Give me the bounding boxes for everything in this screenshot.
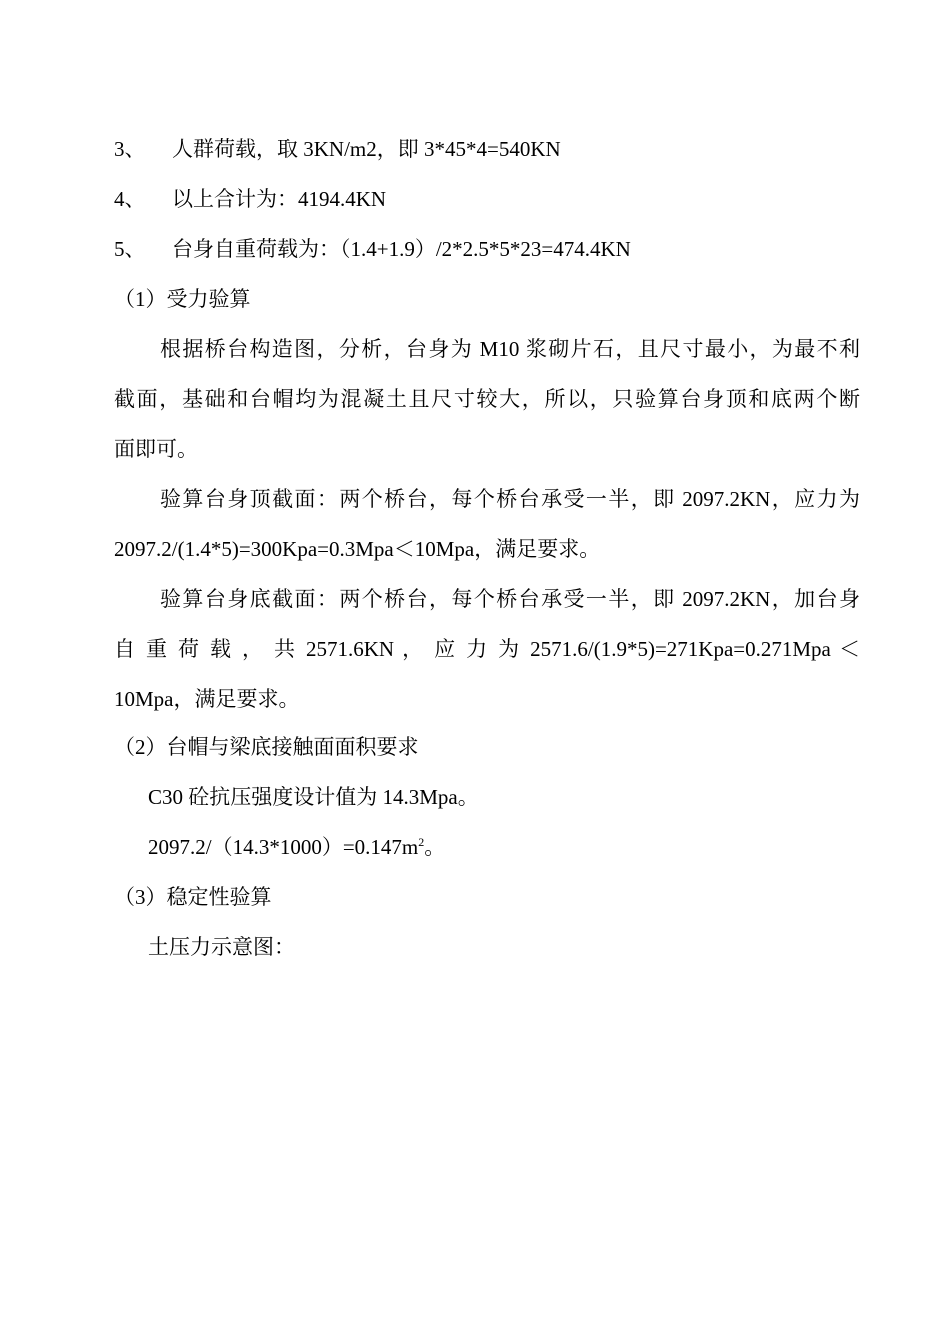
list-number: 3、 <box>114 137 146 161</box>
paragraph-line: 验算台身顶截面：两个桥台，每个桥台承受一半，即 2097.2KN，应力为 <box>160 487 860 511</box>
paragraph-line: 截面，基础和台帽均为混凝土且尺寸较大，所以，只验算台身顶和底两个断 <box>114 387 860 411</box>
list-item-3 <box>114 134 860 164</box>
paragraph-line: 土压力示意图： <box>148 935 295 959</box>
list-number: 5、 <box>114 237 146 261</box>
list-text: 以上合计为：4194.4KN <box>172 187 387 211</box>
list-number: 4、 <box>114 187 146 211</box>
paragraph-line: 验算台身底截面：两个桥台，每个桥台承受一半，即 2097.2KN，加台身 <box>160 587 860 611</box>
section-heading-1: （1）受力验算 <box>114 287 251 311</box>
list-item-5 <box>114 234 860 264</box>
paragraph-line: C30 砼抗压强度设计值为 14.3Mpa。 <box>148 785 479 809</box>
superscript: 2 <box>418 835 425 849</box>
formula-end: 。 <box>424 835 446 859</box>
list-text: 台身自重荷载为：（1.4+1.9）/2*2.5*5*23=474.4KN <box>172 237 631 261</box>
section-heading-3: （3）稳定性验算 <box>114 885 272 909</box>
paragraph-line: 面即可。 <box>114 437 198 461</box>
paragraph-line: 根据桥台构造图，分析，台身为 M10 浆砌片石，且尺寸最小，为最不利 <box>160 337 860 361</box>
section-heading-2: （2）台帽与梁底接触面面积要求 <box>114 735 419 759</box>
formula-line <box>148 832 860 862</box>
paragraph-line: 2097.2/(1.4*5)=300Kpa=0.3Mpa＜10Mpa，满足要求。 <box>114 537 601 561</box>
paragraph-line: 自 重 荷 载 ， 共 2571.6KN ， 应 力 为 2571.6/(1.9*5)=271Kpa=0.271Mpa ＜ <box>114 637 860 661</box>
list-text: 人群荷载，取 3KN/m2，即 3*45*4=540KN <box>172 137 561 161</box>
formula-text: 2097.2/（14.3*1000）=0.147m <box>148 835 419 859</box>
paragraph-line: 10Mpa，满足要求。 <box>114 687 300 711</box>
list-item-4 <box>114 184 860 214</box>
